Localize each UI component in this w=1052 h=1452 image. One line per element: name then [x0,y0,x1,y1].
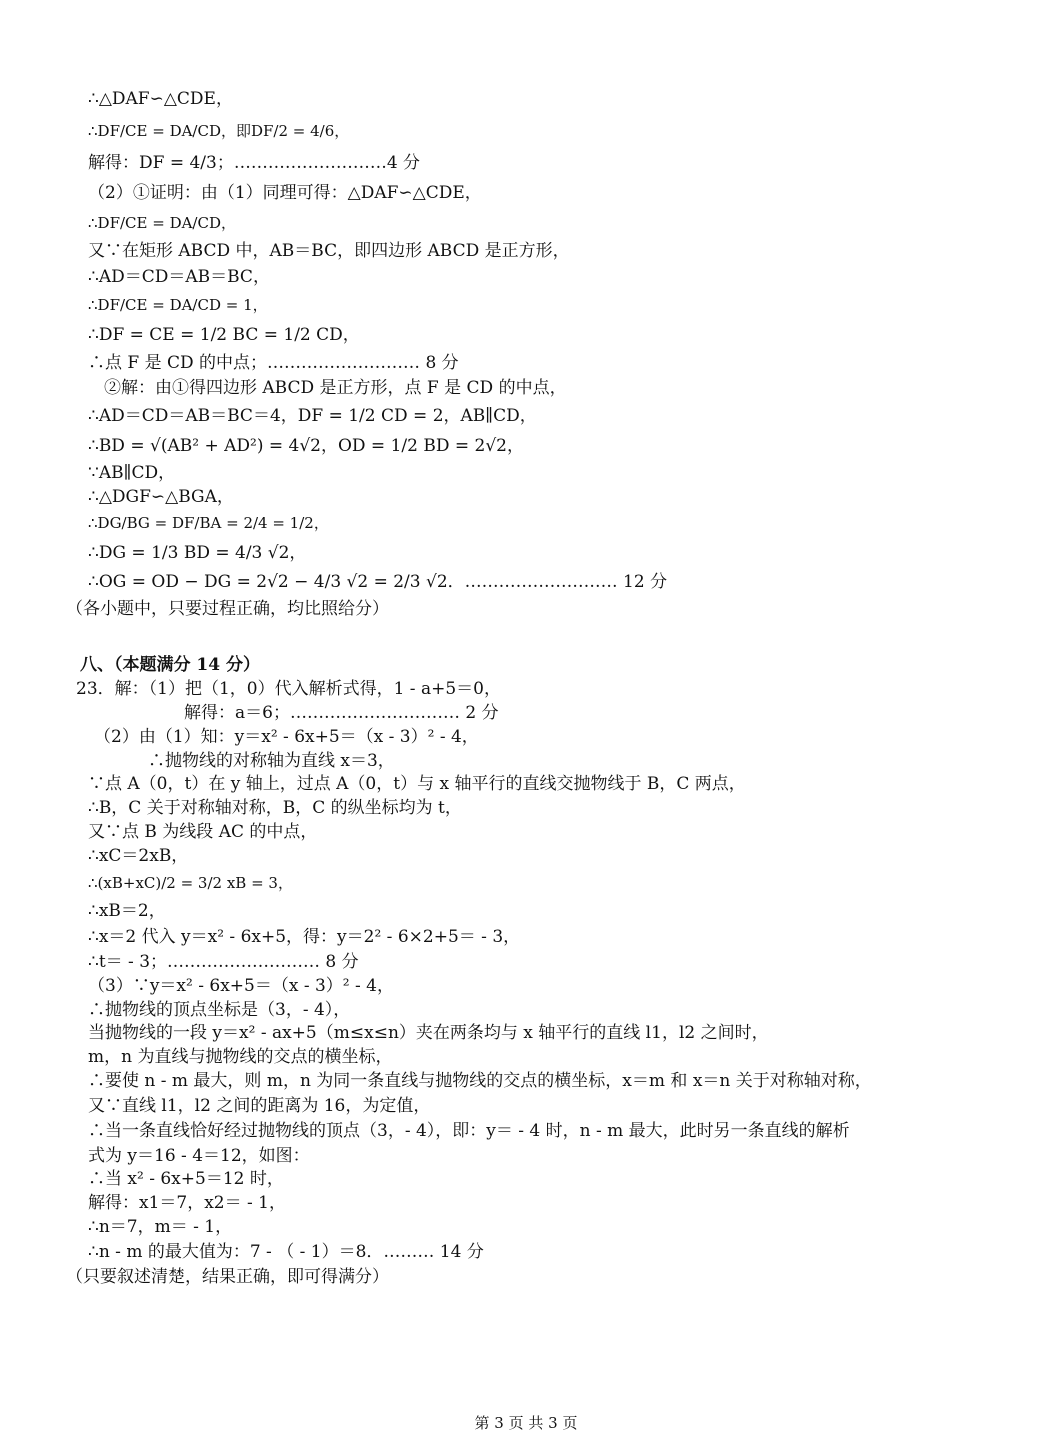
text-line: ∴t＝ - 3；……………………… 8 分 [88,952,359,972]
text-line: ∴DF = CE = 1/2 BC = 1/2 CD， [88,325,360,345]
text-line: ∴xB＝2， [88,901,166,921]
text-line: 23．解：（1）把（1，0）代入解析式得，1 - a+5＝0， [76,679,501,699]
text-line: （3）∵y＝x² - 6x+5＝（x - 3）² - 4， [88,976,394,996]
text-line: ∴△DAF∽△CDE， [88,89,233,109]
text-line: 当抛物线的一段 y＝x² - ax+5（m≤x≤n）夹在两条均与 x 轴平行的直线 l1，l2 之间时， [88,1023,769,1043]
text-line: m，n 为直线与抛物线的交点的横坐标， [88,1047,393,1067]
text-line: ∵点 A（0，t）在 y 轴上，过点 A（0，t）与 x 轴平行的直线交抛物线于 B，C 两点， [88,774,746,794]
text-line: ∴DF/CE = DA/CD = 1， [88,296,268,314]
text-line: ∴要使 n - m 最大，则 m，n 为同一条直线与抛物线的交点的横坐标，x＝m 和 x＝n 关于对称轴对称， [88,1071,872,1091]
text-line: 解得：a＝6；………………………… 2 分 [184,703,499,723]
text-line: 又∵点 B 为线段 AC 的中点， [88,822,318,842]
text-line: ∴AD＝CD＝AB＝BC， [88,267,270,287]
text-line: ∴BD = √(AB² + AD²) = 4√2，OD = 1/2 BD = 2√2， [88,436,524,456]
text-line: ∴DG/BG = DF/BA = 2/4 = 1/2， [88,514,329,532]
text-line: ∴x＝2 代入 y＝x² - 6x+5，得：y＝2² - 6×2+5＝ - 3， [88,927,521,947]
text-line: （2）由（1）知：y＝x² - 6x+5＝（x - 3）² - 4， [94,727,479,747]
text-line: ∴xC＝2xB， [88,846,189,866]
text-line: 又∵在矩形 ABCD 中，AB＝BC，即四边形 ABCD 是正方形， [88,241,570,261]
text-line: ∴OG = OD − DG = 2√2 − 4/3 √2 = 2/3 √2．……………………… 12 分 [88,572,668,592]
text-line: ∴抛物线的对称轴为直线 x＝3， [148,751,395,771]
text-line: ∴AD＝CD＝AB＝BC＝4，DF = 1/2 CD = 2，AB∥CD， [88,406,537,426]
page-footer: 第 3 页 共 3 页 [474,1414,578,1432]
text-line: （只要叙述清楚，结果正确，即可得满分） [66,1267,389,1287]
text-line: ∴当一条直线恰好经过抛物线的顶点（3，- 4），即：y＝ - 4 时，n - m 最大，此时另一条直线的解析 [88,1121,850,1141]
text-line: 又∵直线 l1，l2 之间的距离为 16，为定值， [88,1096,431,1116]
text-line: ∴B，C 关于对称轴对称，B，C 的纵坐标均为 t， [88,798,462,818]
text-line: ∴n - m 的最大值为：7 - （ - 1）＝8．……… 14 分 [88,1242,484,1262]
text-line: ∴抛物线的顶点坐标是（3，- 4）， [88,1000,351,1020]
text-line: ②解：由①得四边形 ABCD 是正方形，点 F 是 CD 的中点， [104,378,567,398]
text-line: ∴DF/CE = DA/CD，即DF/2 = 4/6， [88,122,350,140]
text-line: （2）①证明：由（1）同理可得：△DAF∽△CDE， [88,183,482,203]
section-heading: 八、（本题满分 14 分） [80,655,260,675]
text-line: （各小题中，只要过程正确，均比照给分） [66,599,389,619]
text-line: ∴点 F 是 CD 的中点；……………………… 8 分 [88,353,459,373]
text-line: 解得：x1＝7，x2＝ - 1， [88,1193,286,1213]
text-line: ∴(xB+xC)/2 = 3/2 xB = 3， [88,874,293,892]
text-line: ∴当 x² - 6x+5＝12 时， [88,1169,284,1189]
text-line: ∴n＝7，m＝ - 1， [88,1217,233,1237]
text-line: 解得：DF = 4/3；………………………4 分 [88,153,421,173]
text-line: ∴△DGF∽△BGA， [88,487,234,507]
text-line: ∴DG = 1/3 BD = 4/3 √2， [88,543,307,563]
text-line: ∵AB∥CD， [88,463,176,483]
text-line: 式为 y＝16 - 4＝12，如图： [88,1146,310,1166]
text-line: ∴DF/CE = DA/CD， [88,214,236,232]
